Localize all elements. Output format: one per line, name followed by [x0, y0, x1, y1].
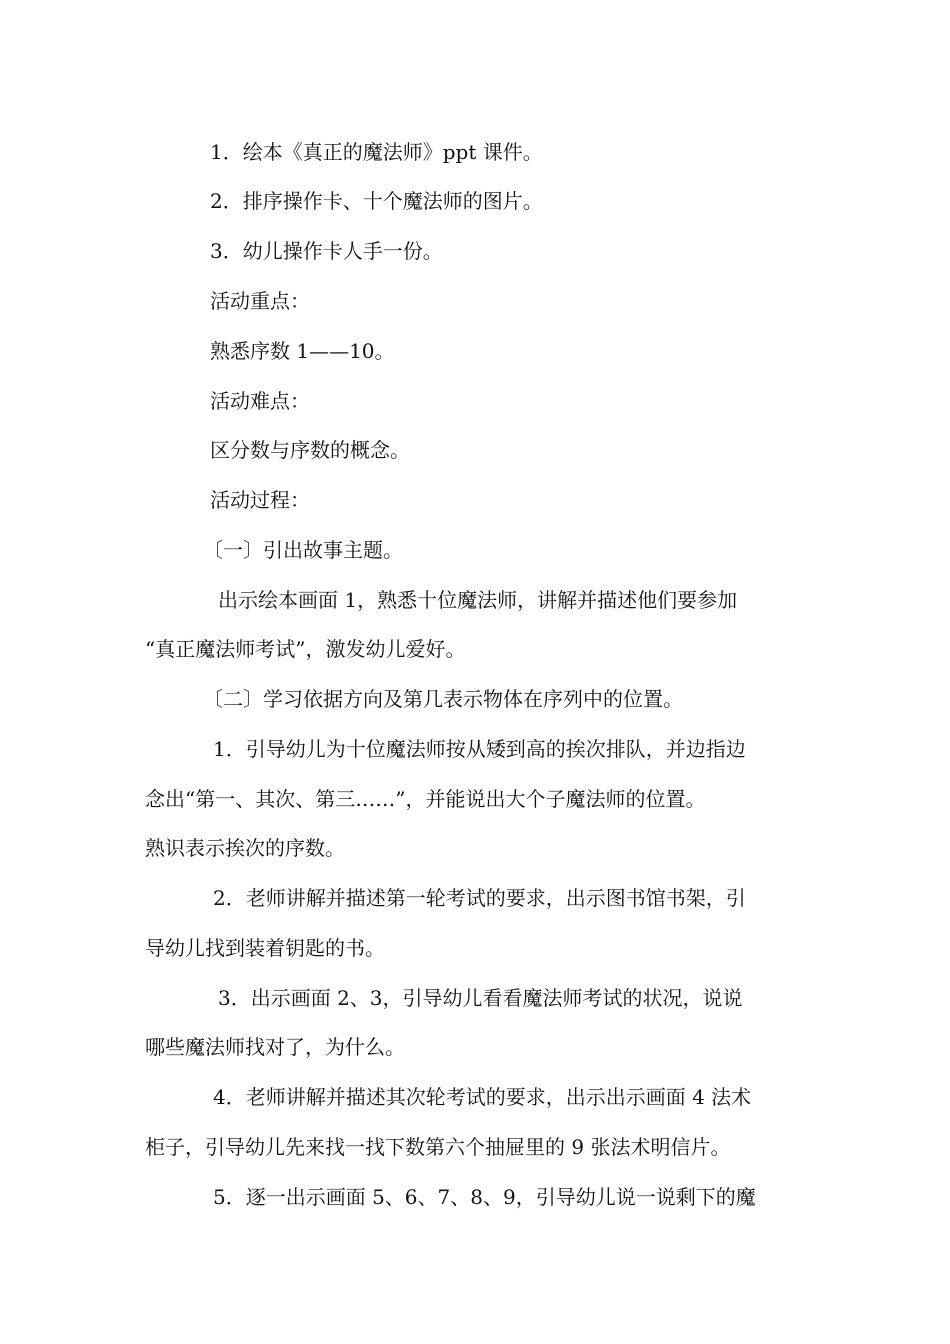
paragraph-line: 熟识表示挨次的序数。	[145, 836, 345, 860]
section-heading-1: 〔一〕引出故事主题。	[203, 538, 403, 562]
paragraph-line: 导幼儿找到装着钥匙的书。	[145, 936, 385, 960]
paragraph-line: 4．老师讲解并描述其次轮考试的要求，出示出示画面 4 法术	[213, 1085, 752, 1109]
paragraph-line: 柜子，引导幼儿先来找一找下数第六个抽屉里的 9 张法术明信片。	[145, 1135, 731, 1159]
paragraph-line: 3．出示画面 2、3，引导幼儿看看魔法师考试的状况，说说	[218, 986, 743, 1010]
material-item-2: 2．排序操作卡、十个魔法师的图片。	[210, 189, 543, 213]
paragraph-line: 1．引导幼儿为十位魔法师按从矮到高的挨次排队，并边指边	[213, 737, 746, 761]
paragraph-line: “真正魔法师考试”，激发幼儿爱好。	[145, 637, 466, 661]
heading-process: 活动过程：	[210, 488, 310, 512]
paragraph-line: 哪些魔法师找对了，为什么。	[145, 1035, 405, 1059]
paragraph-line: 念出“第一、其次、第三……”，并能说出大个子魔法师的位置。	[145, 787, 706, 811]
paragraph-line: 2．老师讲解并描述第一轮考试的要求，出示图书馆书架，引	[213, 886, 746, 910]
key-point-text: 熟悉序数 1——10。	[210, 339, 395, 363]
section-heading-2: 〔二〕学习依据方向及第几表示物体在序列中的位置。	[203, 687, 683, 711]
heading-key-point: 活动重点：	[210, 289, 310, 313]
material-item-1: 1．绘本《真正的魔法师》ppt 课件。	[210, 140, 543, 164]
paragraph-line: 5．逐一出示画面 5、6、7、8、9，引导幼儿说一说剩下的魔	[213, 1185, 756, 1209]
difficulty-text: 区分数与序数的概念。	[210, 438, 410, 462]
heading-difficulty: 活动难点：	[210, 389, 310, 413]
paragraph-line: 出示绘本画面 1，熟悉十位魔法师，讲解并描述他们要参加	[218, 588, 738, 612]
material-item-3: 3．幼儿操作卡人手一份。	[210, 239, 443, 263]
